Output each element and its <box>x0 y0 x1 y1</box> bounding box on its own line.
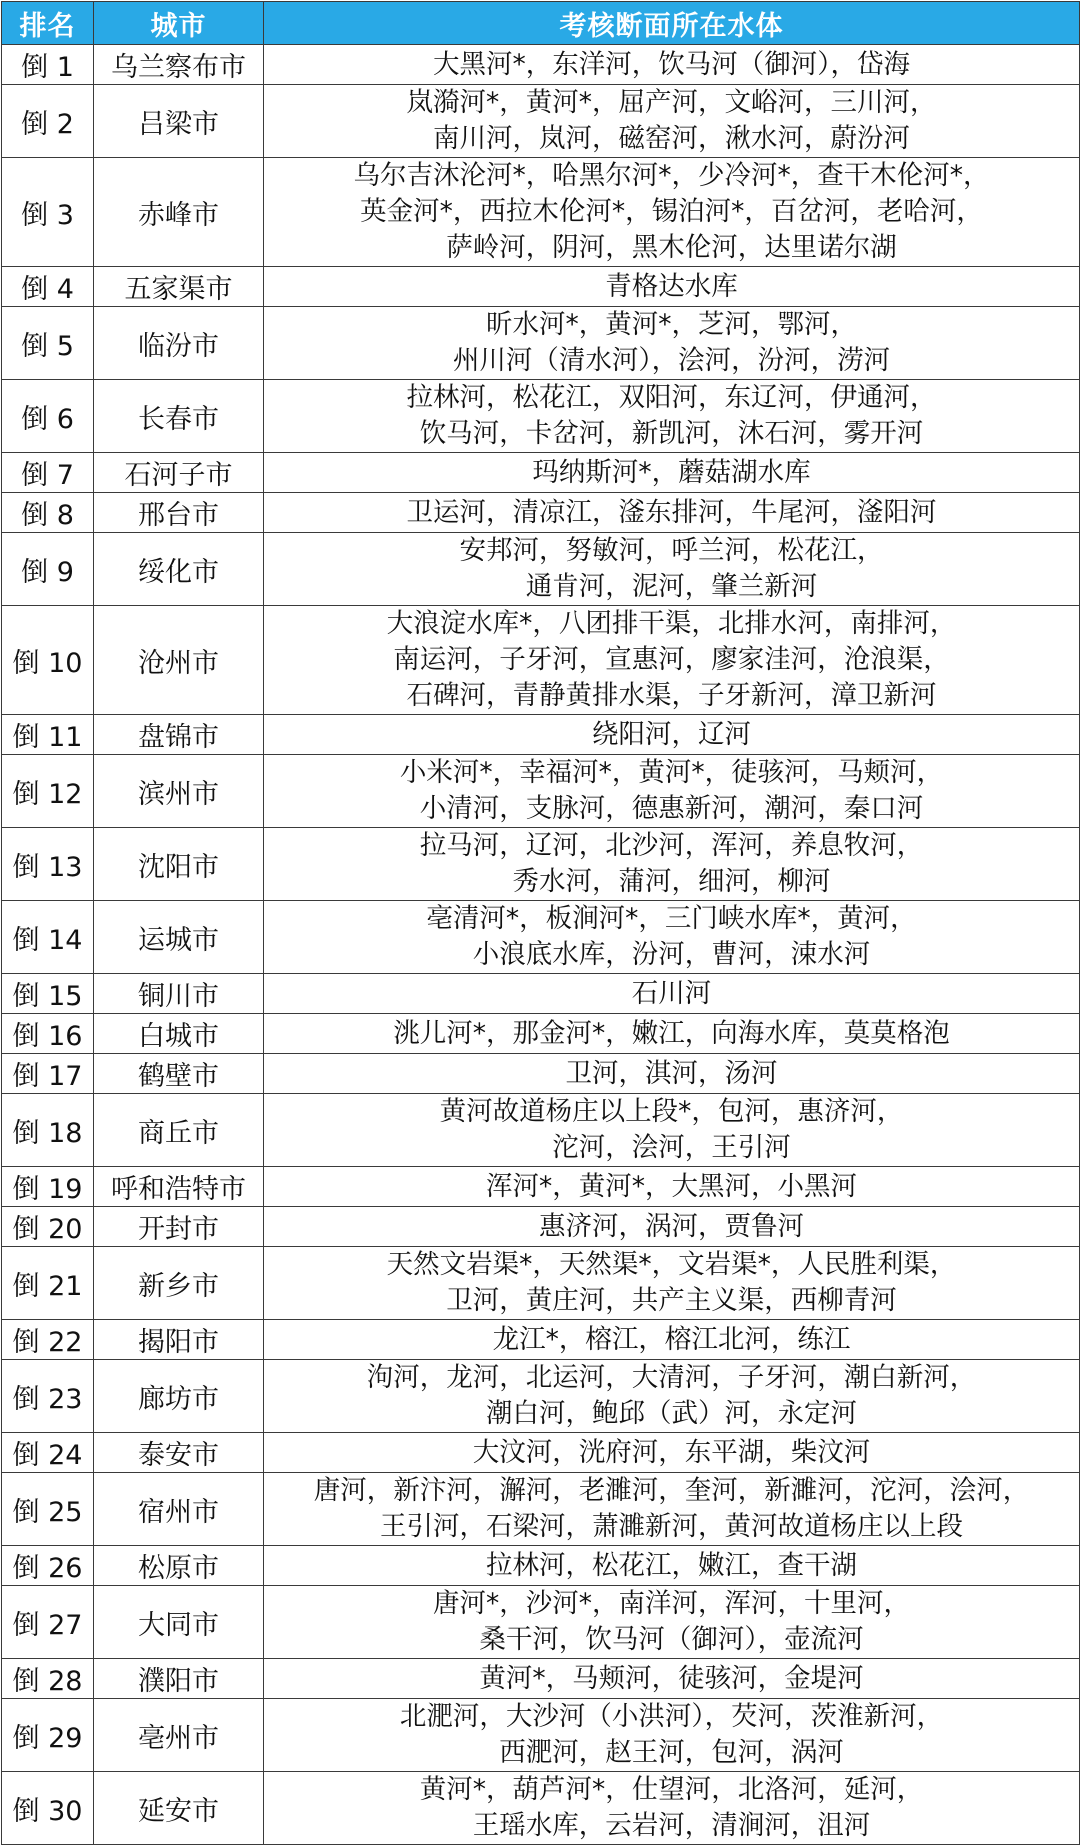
city-cell: 新乡市 <box>94 1247 264 1320</box>
rank-cell: 倒 10 <box>2 606 94 715</box>
rank-cell: 倒 30 <box>2 1772 94 1845</box>
table-row <box>2 85 1080 158</box>
rank-cell: 倒 22 <box>2 1320 94 1360</box>
rank-cell: 倒 29 <box>2 1699 94 1772</box>
city-cell: 五家渠市 <box>94 267 264 307</box>
water-cell: 玛纳斯河*，蘑菇湖水库 <box>264 453 1080 493</box>
table-row <box>2 453 1080 493</box>
table-row <box>2 1433 1080 1473</box>
city-cell: 运城市 <box>94 901 264 974</box>
water-cell: 浑河*，黄河*，大黑河，小黑河 <box>264 1167 1080 1207</box>
table-row <box>2 158 1080 267</box>
city-cell: 泰安市 <box>94 1433 264 1473</box>
city-cell: 沧州市 <box>94 606 264 715</box>
table-header <box>2 2 1080 45</box>
rank-cell: 倒 26 <box>2 1546 94 1586</box>
city-cell: 大同市 <box>94 1586 264 1659</box>
water-cell: 安邦河，努敏河，呼兰河，松花江， 通肯河，泥河，肇兰新河 <box>264 533 1080 606</box>
table-row <box>2 1094 1080 1167</box>
city-cell: 鹤壁市 <box>94 1054 264 1094</box>
ranking-table-container <box>1 1 1079 1845</box>
city-cell: 濮阳市 <box>94 1659 264 1699</box>
water-cell: 卫河，淇河，汤河 <box>264 1054 1080 1094</box>
rank-cell: 倒 2 <box>2 85 94 158</box>
rank-cell: 倒 1 <box>2 45 94 85</box>
table-row <box>2 1360 1080 1433</box>
city-cell: 石河子市 <box>94 453 264 493</box>
header-water-body: 考核断面所在水体 <box>264 2 1080 45</box>
table-row <box>2 1014 1080 1054</box>
table-row <box>2 828 1080 901</box>
water-cell: 大汶河，洸府河，东平湖，柴汶河 <box>264 1433 1080 1473</box>
table-row <box>2 974 1080 1014</box>
table-row <box>2 1054 1080 1094</box>
rank-cell: 倒 14 <box>2 901 94 974</box>
water-cell: 岚漪河*，黄河*，屈产河，文峪河，三川河， 南川河，岚河，磁窑河，湫水河，蔚汾河 <box>264 85 1080 158</box>
water-cell: 小米河*，幸福河*，黄河*，徒骇河，马颊河， 小清河，支脉河，德惠新河，潮河，秦口河 <box>264 755 1080 828</box>
rank-cell: 倒 20 <box>2 1207 94 1247</box>
water-cell: 绕阳河，辽河 <box>264 715 1080 755</box>
header-rank: 排名 <box>2 2 94 45</box>
header-row <box>2 2 1080 45</box>
table-row <box>2 1699 1080 1772</box>
city-cell: 盘锦市 <box>94 715 264 755</box>
water-cell: 洮儿河*，那金河*，嫩江，向海水库，莫莫格泡 <box>264 1014 1080 1054</box>
table-row <box>2 1586 1080 1659</box>
water-cell: 拉林河，松花江，嫩江，查干湖 <box>264 1546 1080 1586</box>
water-cell: 泃河，龙河，北运河，大清河，子牙河，潮白新河， 潮白河，鲍邱（武）河，永定河 <box>264 1360 1080 1433</box>
city-cell: 滨州市 <box>94 755 264 828</box>
water-cell: 龙江*，榕江，榕江北河，练江 <box>264 1320 1080 1360</box>
rank-cell: 倒 23 <box>2 1360 94 1433</box>
rank-cell: 倒 5 <box>2 307 94 380</box>
water-cell: 黄河*，葫芦河*，仕望河，北洛河，延河， 王瑶水库，云岩河，清涧河，沮河 <box>264 1772 1080 1845</box>
water-cell: 唐河*，沙河*，南洋河，浑河，十里河， 桑干河，饮马河（御河），壶流河 <box>264 1586 1080 1659</box>
table-row <box>2 1320 1080 1360</box>
rank-cell: 倒 15 <box>2 974 94 1014</box>
table-row <box>2 380 1080 453</box>
rank-cell: 倒 17 <box>2 1054 94 1094</box>
city-cell: 松原市 <box>94 1546 264 1586</box>
rank-cell: 倒 25 <box>2 1473 94 1546</box>
table-row <box>2 267 1080 307</box>
rank-cell: 倒 28 <box>2 1659 94 1699</box>
table-row <box>2 1247 1080 1320</box>
city-cell: 临汾市 <box>94 307 264 380</box>
water-cell: 拉马河，辽河，北沙河，浑河，养息牧河， 秀水河，蒲河，细河，柳河 <box>264 828 1080 901</box>
water-cell: 大黑河*，东洋河，饮马河（御河），岱海 <box>264 45 1080 85</box>
water-cell: 黄河故道杨庄以上段*，包河，惠济河， 沱河，浍河，王引河 <box>264 1094 1080 1167</box>
rank-cell: 倒 6 <box>2 380 94 453</box>
city-cell: 长春市 <box>94 380 264 453</box>
rank-cell: 倒 24 <box>2 1433 94 1473</box>
city-cell: 白城市 <box>94 1014 264 1054</box>
city-cell: 揭阳市 <box>94 1320 264 1360</box>
city-cell: 铜川市 <box>94 974 264 1014</box>
water-cell: 大浪淀水库*，八团排干渠，北排水河，南排河， 南运河，子牙河，宣惠河，廖家洼河，沧浪渠， 石碑河，青静黄排水渠，子牙新河，漳卫新河 <box>264 606 1080 715</box>
rank-cell: 倒 4 <box>2 267 94 307</box>
table-row <box>2 755 1080 828</box>
rank-cell: 倒 27 <box>2 1586 94 1659</box>
city-cell: 绥化市 <box>94 533 264 606</box>
water-cell: 北淝河，大沙河（小洪河），芡河，茨淮新河， 西淝河，赵王河，包河，涡河 <box>264 1699 1080 1772</box>
rank-cell: 倒 19 <box>2 1167 94 1207</box>
table-row <box>2 1473 1080 1546</box>
city-cell: 赤峰市 <box>94 158 264 267</box>
table-row <box>2 533 1080 606</box>
city-cell: 延安市 <box>94 1772 264 1845</box>
rank-cell: 倒 8 <box>2 493 94 533</box>
city-cell: 商丘市 <box>94 1094 264 1167</box>
city-cell: 亳州市 <box>94 1699 264 1772</box>
table-row <box>2 1659 1080 1699</box>
city-cell: 呼和浩特市 <box>94 1167 264 1207</box>
rank-cell: 倒 13 <box>2 828 94 901</box>
water-cell: 唐河，新汴河，澥河，老濉河，奎河，新濉河，沱河，浍河， 王引河，石梁河，萧濉新河，黄河故道杨庄以上段 <box>264 1473 1080 1546</box>
water-cell: 惠济河，涡河，贾鲁河 <box>264 1207 1080 1247</box>
water-cell: 亳清河*，板涧河*，三门峡水库*，黄河， 小浪底水库，汾河，曹河，涑水河 <box>264 901 1080 974</box>
rank-cell: 倒 9 <box>2 533 94 606</box>
table-row <box>2 1772 1080 1845</box>
water-cell: 昕水河*，黄河*，芝河，鄂河， 州川河（清水河），浍河，汾河，涝河 <box>264 307 1080 380</box>
rank-cell: 倒 16 <box>2 1014 94 1054</box>
water-cell: 青格达水库 <box>264 267 1080 307</box>
table-row <box>2 1546 1080 1586</box>
rank-cell: 倒 11 <box>2 715 94 755</box>
table-row <box>2 901 1080 974</box>
table-row <box>2 1167 1080 1207</box>
table-row <box>2 1207 1080 1247</box>
ranking-table <box>1 1 1080 1845</box>
city-cell: 邢台市 <box>94 493 264 533</box>
water-cell: 乌尔吉沐沦河*，哈黑尔河*，少冷河*，查干木伦河*， 英金河*，西拉木伦河*，锡泊河*，百岔河，老哈河， 萨岭河，阴河，黑木伦河，达里诺尔湖 <box>264 158 1080 267</box>
rank-cell: 倒 3 <box>2 158 94 267</box>
rank-cell: 倒 18 <box>2 1094 94 1167</box>
city-cell: 沈阳市 <box>94 828 264 901</box>
water-cell: 天然文岩渠*，天然渠*，文岩渠*，人民胜利渠， 卫河，黄庄河，共产主义渠，西柳青河 <box>264 1247 1080 1320</box>
water-cell: 卫运河，清凉江，滏东排河，牛尾河，滏阳河 <box>264 493 1080 533</box>
water-cell: 拉林河，松花江，双阳河，东辽河，伊通河， 饮马河，卡岔河，新凯河，沐石河，雾开河 <box>264 380 1080 453</box>
water-cell: 石川河 <box>264 974 1080 1014</box>
city-cell: 廊坊市 <box>94 1360 264 1433</box>
table-row <box>2 307 1080 380</box>
table-row <box>2 715 1080 755</box>
city-cell: 宿州市 <box>94 1473 264 1546</box>
rank-cell: 倒 21 <box>2 1247 94 1320</box>
city-cell: 吕梁市 <box>94 85 264 158</box>
city-cell: 乌兰察布市 <box>94 45 264 85</box>
city-cell: 开封市 <box>94 1207 264 1247</box>
rank-cell: 倒 7 <box>2 453 94 493</box>
water-cell: 黄河*，马颊河，徒骇河，金堤河 <box>264 1659 1080 1699</box>
table-row <box>2 606 1080 715</box>
rank-cell: 倒 12 <box>2 755 94 828</box>
table-body <box>2 45 1080 1845</box>
table-row <box>2 493 1080 533</box>
table-row <box>2 45 1080 85</box>
header-city: 城市 <box>94 2 264 45</box>
